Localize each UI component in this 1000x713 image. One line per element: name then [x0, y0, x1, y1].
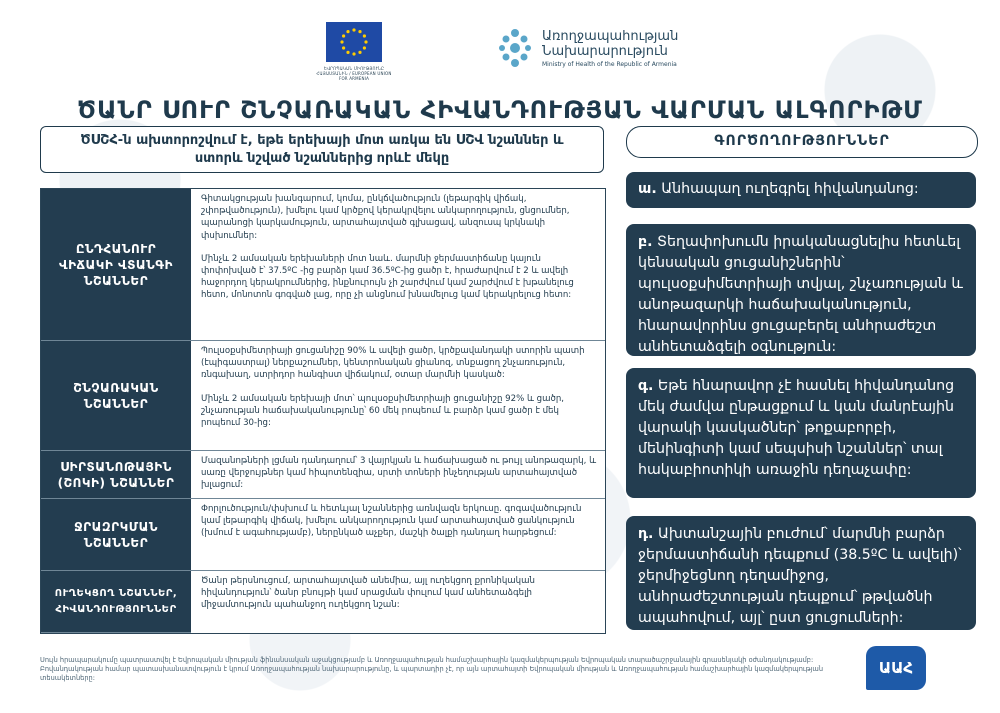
actions-heading: ԳՈՐԾՈՂՈՒԹՅՈՒՆՆԵՐ: [626, 126, 978, 158]
action-letter: դ.: [638, 526, 654, 542]
table-row-category: ՈՒՂԵԿՑՈՂ ՆՇԱՆՆԵՐ, ՀԻՎԱՆԴՈՒԹՅՈՒՆՆԵՐ: [41, 571, 191, 633]
action-letter: բ.: [638, 234, 653, 250]
action-text: Ախտանշային բուժում՝ մարմնի բարձր ջերմաստիճանի դեպքում (38.5ºC և ավելի)՝ ջերմիջեցնող դեղամիջոց, անհրաժեշտության դեպքում՝ թթվածնի ապահովում, այլ՝ ըստ ցուցումների:: [638, 526, 962, 626]
eu-flag-icon: [326, 22, 382, 62]
table-cell-text: Փորլուծություն/փսխում և հետևյալ նշաններից առնվազն երկուսը. գոգավածություն կամ լեթարգիկ վիճակ, խմելու անկարողություն կամ արտահայտված ցանկություն (խմում է ագահությամբ), ներընկած աչքեր, մաշկի ծալքի դանդաղ հարթեցում:: [201, 504, 582, 539]
table-row-category: ՍԻՐՏԱՆՈԹԱՅԻՆ (ՇՈԿԻ) ՆՇԱՆՆԵՐ: [41, 451, 191, 499]
table-row-content: [191, 499, 605, 571]
table-row-general-danger: [41, 189, 605, 341]
criteria-heading: ԾՍՇՀ-ն ախտորոշվում է, եթե երեխայի մոտ առկա են ՍՇՎ նշաններ և ստորև նշված նշաններից որևէ մեկը: [40, 126, 604, 173]
table-row-dehydration: [41, 499, 605, 571]
table-row-shock: [41, 451, 605, 499]
action-card-c: [626, 368, 976, 498]
table-row-category: ԸՆԴՀԱՆՈՒՐ ՎԻՃԱԿԻ ՎՏԱՆԳԻ ՆՇԱՆՆԵՐ: [41, 189, 191, 341]
table-row-category: ՇՆՉԱՌԱԿԱՆ ՆՇԱՆՆԵՐ: [41, 341, 191, 451]
ministry-emblem-icon: [494, 27, 536, 69]
action-letter: գ.: [638, 378, 654, 394]
criteria-table: [40, 188, 606, 634]
action-card-a: [626, 172, 976, 208]
action-text: Եթե հնարավոր չէ հասնել հիվանդանոց մեկ ժամվա ընթացքում և կան մանրէային վարակի կասկածներ՝ թոքաբորբի, մենինգիտի կամ սեպսիսի նշաններ՝ տալ հակաբիոտիկի առաջին դեղաչափը:: [638, 378, 955, 478]
table-row-content: [191, 571, 605, 633]
table-row-comorbid: [41, 571, 605, 633]
action-card-b: [626, 224, 976, 356]
table-row-category: ՋՐԱԶՐԿՄԱՆ ՆՇԱՆՆԵՐ: [41, 499, 191, 571]
eu-caption: ԵՎՐՈՊԱԿԱՆ ՄԻՈՒԹՅՈՒՆԸ ՀԱՅԱՍՏԱՆԻՆ / EUROPEAN UNION FOR ARMENIA: [316, 66, 392, 81]
action-text: Տեղափոխումն իրականացնելիս հետևել կենսական ցուցանիշներին՝ պուլսօքսիմետրիայի տվյալ, շնչառության և անոթազարկի հաճախականություն, հնարավորինս ցուցաբերել անհրաժեշտ անհետաձգելի օգնություն:: [638, 234, 963, 355]
table-row-respiratory: [41, 341, 605, 451]
table-cell-text: Ծանր թերսնուցում, արտահայտված անեմիա, այլ ուղեկցող քրոնիկական հիվանդություն՝ ծանր բնույթի կամ սրացման փուլում կամ անհետաձգելի միջամտություն պահանջող ուղեկցող նշան:: [201, 576, 535, 611]
action-card-d: [626, 516, 976, 630]
page-title: ԾԱՆՐ ՍՈՒՐ ՇՆՉԱՌԱԿԱՆ ՀԻՎԱՆԴՈՒԹՅԱՆ ՎԱՐՄԱՆ ԱԼԳՈՐԻԹՄ: [77, 96, 923, 124]
table-cell-text: Պուլսօքսիմետրիայի ցուցանիշը 90% և ավելի ցածր, կրծքավանդակի ստորին պատի (էպիգաստրալ) ներքաշումներ, կենտրոնական ցիանոզ, տնքացող շնչառություն, ռնգախաղ, ստրիդոր հանգիստ վիճակում, օտար մարմնի կասկած:: [201, 346, 585, 381]
eu-logo: [313, 22, 395, 84]
table-cell-text: Գիտակցության խանգարում, կոմա, ընկճվածություն (լեթարգիկ վիճակ, շփոթվածություն), խմելու կամ կրծքով կերակրվելու անկարողություն, ցնցումներ, պարանոցի կարկամություն, արտահայտված գլխացավ, անզուսպ կրկնակի փսխումներ:: [201, 194, 570, 241]
ministry-name-line1: Առողջապահության: [542, 29, 679, 44]
table-row-content: [191, 189, 605, 341]
table-row-content: [191, 341, 605, 451]
disclaimer-footer: Սույն հրապարակումը պատրաստվել է Եվրոպական միության ֆինանսական աջակցությամբ և Առողջապահության համաշխարհային կազմակերպության Եվրոպական տարածաշրջանային գրասենյակի օժանդակությամբ: Բովանդակության համար պատասխանատվություն է կրում Առողջապահության նախարարությունը, և պարտադիր չէ, որ այն արտահայտի Եվրոպական միության և Առողջապահության համաշխարհային կազմակերպության տեսակետները:: [40, 656, 824, 682]
table-cell-text: Մինչև 2 ամսական երեխայի մոտ՝ պուլսօքսիմետրիայի ցուցանիշը 92% և ցածր, շնչառության հաճախականությունը՝ 60 մեկ րոպեում և բարձր կամ ցածր է մեկ րոպեում 30-ից:: [201, 393, 565, 429]
action-text: Անհապաղ ուղեգրել հիվանդանոց:: [661, 181, 919, 197]
ministry-subtitle: Ministry of Health of the Republic of Armenia: [542, 61, 677, 68]
table-cell-text: Մինչև 2 ամսական երեխաների մոտ նաև. մարմնի ջերմաստիճանը կայուն փոփոխված է՝ 37.5ºC -ից բարձր կամ 36.5ºC-ից ցածր է, հրաժարվում է 2 և ավելի հաջորդող կերակրումներից, ինքնուրույն չի շարժվում կամ շարժվում է խթանելուց հետո, մոնոտոն գոգված լաց, որը չի անցնում խնամելուց կամ կերակրելուց հետո:: [201, 253, 574, 301]
badge-logo: ԱԱՀ: [866, 646, 926, 690]
action-letter: ա.: [638, 181, 657, 197]
table-cell-text: Մազանոթների լցման դանդաղում՝ 3 վայրկյան և հաճախացած ու թույլ անոթազարկ, և սառը վերջույթներ կամ հիպոտենզիա, սրտի տոների ինչեղության արտահայտված խլացում:: [201, 456, 597, 491]
ministry-logo: [494, 27, 724, 77]
table-row-content: [191, 451, 605, 499]
ministry-name-line2: Նախարարություն: [542, 44, 668, 59]
